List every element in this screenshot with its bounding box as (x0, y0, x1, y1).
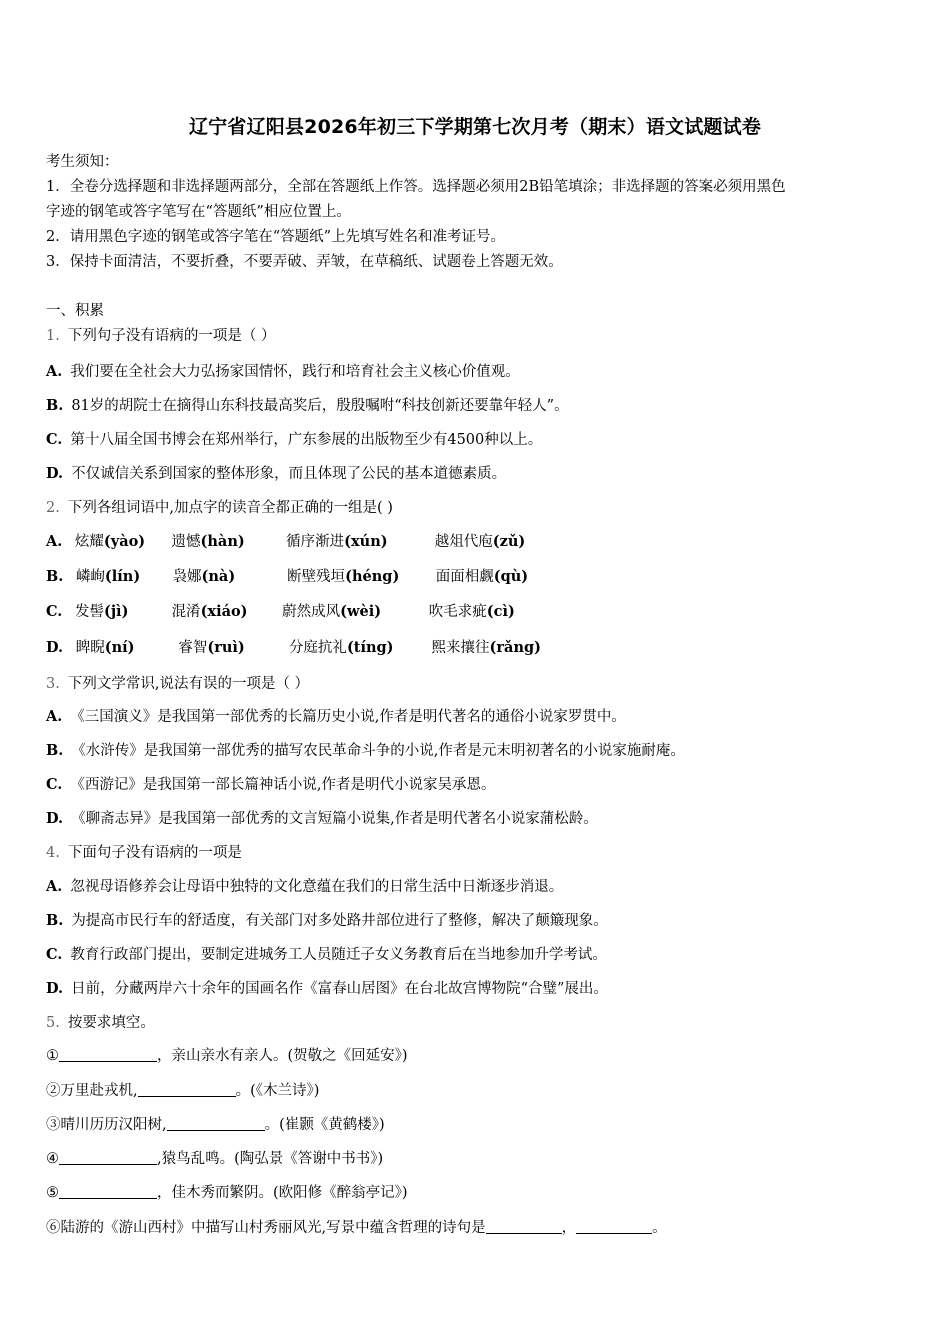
question-number: 2. (46, 500, 60, 516)
q4-option-a[interactable]: A. 忽视母语修养会让母语中独特的文化意蕴在我们的日常生活中日渐逐步消退。 (46, 878, 564, 895)
q3-option-c[interactable]: C. 《西游记》是我国第一部长篇神话小说,作者是明代小说家吴承恩。 (46, 776, 496, 793)
fill-item-2: ②万里赴戎机, 。(《木兰诗》) (46, 1083, 320, 1099)
word: 蔚然成风(wèi) (282, 603, 382, 620)
question-3-stem (46, 674, 309, 694)
word: 嶙峋(lín) (75, 568, 141, 585)
notice-item-3: 3．保持卡面清洁，不要折叠，不要弄破、弄皱，在草稿纸、试题卷上答题无效。 (46, 254, 563, 270)
word: 面面相觑(qù) (435, 568, 529, 585)
fill-item-1: ① ，亲山亲水有亲人。(贺敬之《回延安》) (46, 1048, 408, 1064)
q3-option-d[interactable]: D. 《聊斋志异》是我国第一部优秀的文言短篇小说集,作者是明代著名小说家蒲松龄。 (46, 810, 598, 827)
word: 循序渐进(xún) (286, 533, 388, 550)
word: 断壁残垣(héng) (287, 568, 400, 585)
word: 袅娜(nà) (172, 568, 236, 585)
question-4-stem (46, 843, 242, 863)
question-number: 1. (46, 328, 60, 344)
answer-blank[interactable] (138, 1082, 236, 1097)
fill-item-6: ⑥陆游的《游山西村》中描写山村秀丽风光,写景中蕴含哲理的诗句是 ， 。 (46, 1220, 667, 1236)
question-2-stem (46, 498, 393, 518)
q1-option-d[interactable]: D. 不仅诚信关系到国家的整体形象，而且体现了公民的基本道德素质。 (46, 465, 507, 482)
word: 越俎代庖(zǔ) (434, 533, 526, 550)
exam-title: 辽宁省辽阳县2026年初三下学期第七次月考（期末）语文试题试卷 (188, 116, 762, 138)
question-number: 5. (46, 1015, 60, 1031)
q4-option-b[interactable]: B. 为提高市民行车的舒适度，有关部门对多处路井部位进行了整修，解决了颠簸现象。 (46, 912, 608, 929)
q1-option-c[interactable]: C. 第十八届全国书博会在郑州举行，广东参展的出版物至少有4500种以上。 (46, 431, 543, 448)
fill-item-5: ⑤ ，佳木秀而繁阴。(欧阳修《醉翁亭记》) (46, 1185, 408, 1201)
q2-option-c[interactable]: C. 发髻(jì) 混淆(xiáo) 蔚然成风(wèi) 吹毛求疵(cì) (46, 603, 515, 620)
answer-blank[interactable] (576, 1219, 652, 1234)
fill-item-4: ④ ,猿鸟乱鸣。(陶弘景《答谢中书书》) (46, 1151, 384, 1167)
question-number: 4. (46, 845, 60, 861)
answer-blank[interactable] (167, 1116, 265, 1131)
q4-option-c[interactable]: C. 教育行政部门提出，要制定进城务工人员随迁子女义务教育后在当地参加升学考试。 (46, 946, 607, 963)
q1-option-b[interactable]: B. 81岁的胡院士在摘得山东科技最高奖后，殷殷嘱咐“科技创新还要靠年轻人”。 (46, 397, 569, 414)
question-1-stem (46, 326, 275, 346)
q3-option-a[interactable]: A. 《三国演义》是我国第一部优秀的长篇历史小说,作者是明代著名的通俗小说家罗贯中。 (46, 708, 626, 725)
question-text: 下列文学常识,说法有误的一项是（ ） (67, 676, 310, 692)
fill-item-3: ③晴川历历汉阳树, 。(崔颢《黄鹤楼》) (46, 1117, 385, 1133)
answer-blank[interactable] (59, 1150, 157, 1165)
answer-blank[interactable] (486, 1219, 562, 1234)
question-text: 按要求填空。 (67, 1015, 155, 1031)
question-5-stem (46, 1013, 155, 1033)
word: 发髻(jì) (74, 603, 129, 620)
answer-blank[interactable] (59, 1047, 157, 1062)
q2-option-a[interactable]: A. 炫耀(yào) 遗憾(hàn) 循序渐进(xún) 越俎代庖(zǔ) (46, 533, 526, 550)
word: 分庭抗礼(tíng) (288, 639, 394, 656)
word: 炫耀(yào) (74, 533, 146, 550)
answer-blank[interactable] (59, 1184, 157, 1199)
word: 混淆(xiáo) (171, 603, 248, 620)
question-number: 3. (46, 676, 60, 692)
q1-option-a[interactable]: A. 我们要在全社会大力弘扬家国情怀，践行和培育社会主义核心价值观。 (46, 363, 520, 380)
q4-option-d[interactable]: D. 日前，分藏两岸六十余年的国画名作《富春山居图》在台北故宫博物院“合璧”展出。 (46, 980, 608, 997)
word: 睿智(ruì) (178, 639, 245, 656)
word: 遗憾(hàn) (171, 533, 245, 550)
question-text: 下面句子没有语病的一项是 (67, 845, 242, 861)
q2-option-d[interactable]: D. 睥睨(ní) 睿智(ruì) 分庭抗礼(tíng) 熙来攘往(rǎng) (46, 639, 541, 656)
q3-option-b[interactable]: B. 《水浒传》是我国第一部优秀的描写农民革命斗争的小说,作者是元末明初著名的小说家施耐庵。 (46, 742, 685, 759)
notice-item-2: 2．请用黑色字迹的钢笔或答字笔在“答题纸”上先填写姓名和准考证号。 (46, 229, 506, 245)
word: 熙来攘往(rǎng) (431, 639, 541, 656)
notice-item-1-cont: 字迹的钢笔或答字笔写在“答题纸”相应位置上。 (46, 204, 351, 220)
notice-heading: 考生须知： (46, 154, 119, 170)
q2-option-b[interactable]: B. 嶙峋(lín) 袅娜(nà) 断壁残垣(héng) 面面相觑(qù) (46, 568, 529, 585)
notice-item-1: 1．全卷分选择题和非选择题两部分，全部在答题纸上作答。选择题必须用2B铅笔填涂；非选择题的答案必须用黑色 (46, 179, 786, 195)
question-text: 下列各组词语中,加点字的读音全都正确的一组是( ) (67, 500, 393, 516)
word: 睥睨(ní) (75, 639, 135, 656)
word: 吹毛求疵(cì) (428, 603, 515, 620)
question-text: 下列句子没有语病的一项是（ ） (67, 328, 276, 344)
section-heading: 一、积累 (46, 303, 104, 319)
